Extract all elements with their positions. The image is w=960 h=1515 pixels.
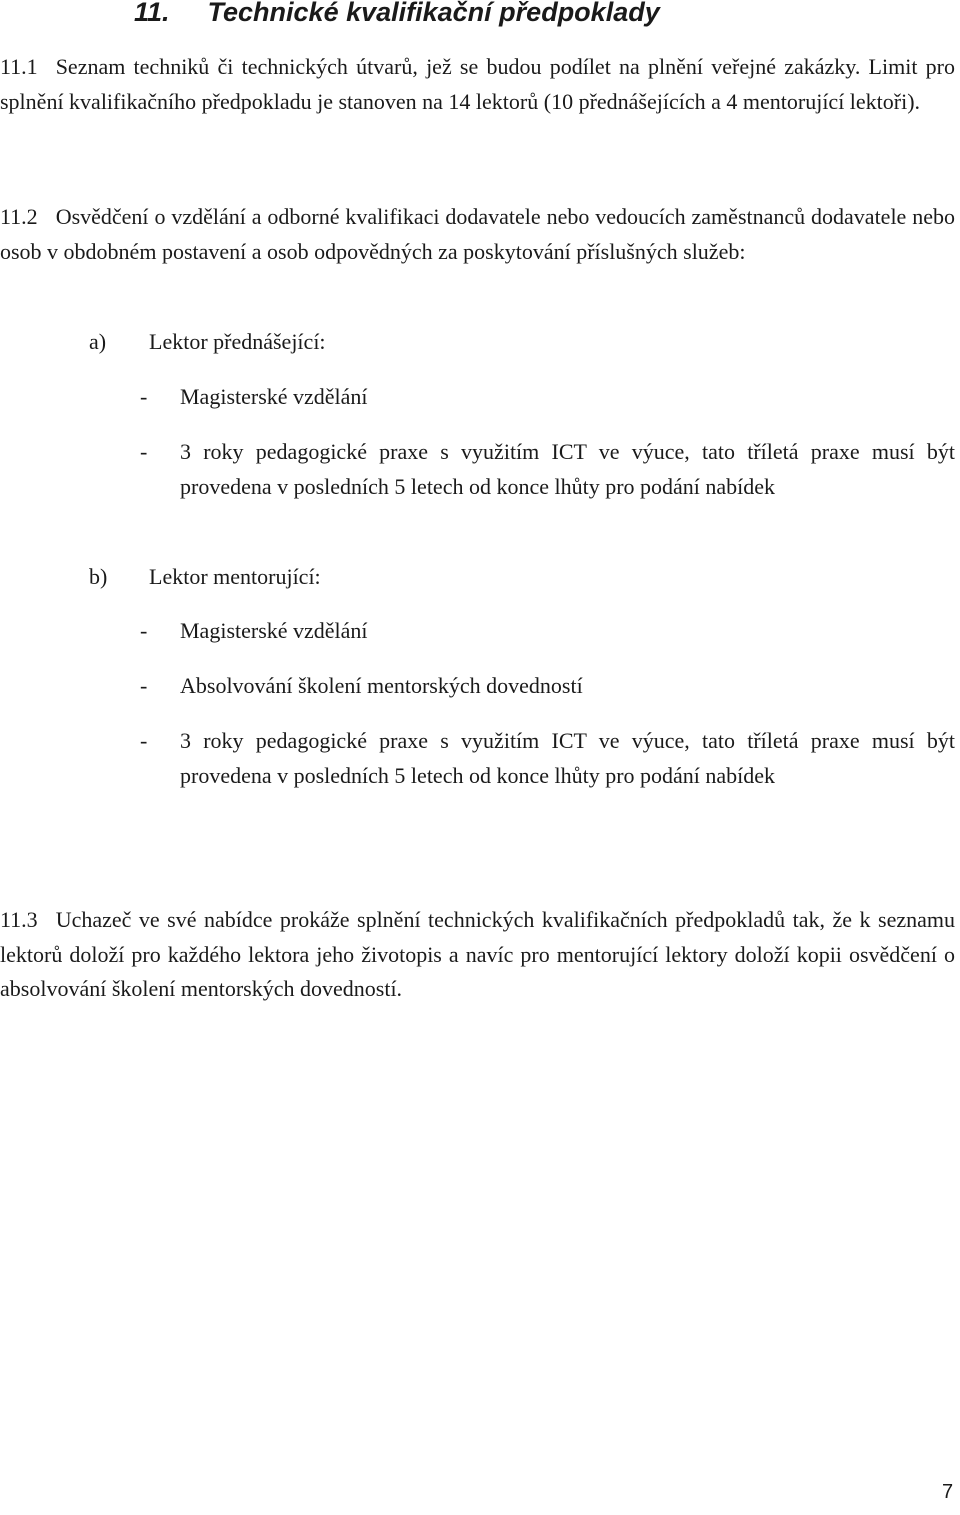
list-bullet: - <box>140 673 148 698</box>
paragraph-text: Osvědčení o vzdělání a odborné kvalifikaci dodavatele nebo vedoucích zaměstnanců dodavatele nebo osob v obdobném postavení a osob odpovědných za poskytování příslušných služeb: <box>0 204 955 264</box>
paragraph-number: 11.3 <box>0 907 38 932</box>
paragraph-number: 11.1 <box>0 54 38 79</box>
heading-title: Technické kvalifikační předpoklady <box>207 0 660 27</box>
paragraph-text: Seznam techniků či technických útvarů, jež se budou podílet na plnění veřejné zakázky. Limit pro splnění kvalifikačního předpokladu je stanoven na 14 lektorů (10 přednášejících a 4 mentorující lektoři). <box>0 54 955 114</box>
list-item-text: 3 roky pedagogické praxe s využitím ICT ve výuce, tato tříletá praxe musí být provedena v posledních 5 letech od konce lhůty pro podání nabídek <box>180 439 955 499</box>
paragraph-text: Uchazeč ve své nabídce prokáže splnění technických kvalifikačních předpokladů tak, že k seznamu lektorů doloží pro každého lektora jeho životopis a navíc pro mentorující lektory doloží kopii osvědčení o absolvování školení mentorských dovedností. <box>0 907 955 1001</box>
list-item-text: Magisterské vzdělání <box>180 618 368 643</box>
list-heading-b <box>89 560 321 595</box>
paragraph-11-3 <box>0 903 955 1007</box>
list-item <box>140 724 955 793</box>
list-bullet: - <box>140 439 148 464</box>
list-heading-a <box>89 325 326 360</box>
paragraph-11-2 <box>0 200 955 269</box>
list-item <box>140 380 955 415</box>
list-bullet: - <box>140 618 148 643</box>
list-label: Lektor přednášející: <box>149 329 326 354</box>
list-letter: a) <box>89 329 107 354</box>
list-label: Lektor mentorující: <box>149 564 321 589</box>
list-bullet: - <box>140 384 148 409</box>
paragraph-number: 11.2 <box>0 204 38 229</box>
list-letter: b) <box>89 564 108 589</box>
list-item <box>140 669 955 704</box>
paragraph-11-1 <box>0 50 955 119</box>
list-item <box>140 614 955 649</box>
list-item-text: Absolvování školení mentorských dovedností <box>180 673 583 698</box>
heading-number: 11. <box>134 0 170 27</box>
section-heading <box>134 0 660 30</box>
list-item-text: 3 roky pedagogické praxe s využitím ICT ve výuce, tato tříletá praxe musí být provedena v posledních 5 letech od konce lhůty pro podání nabídek <box>180 728 955 788</box>
page-number: 7 <box>942 1481 954 1503</box>
list-item <box>140 435 955 504</box>
list-item-text: Magisterské vzdělání <box>180 384 368 409</box>
list-bullet: - <box>140 728 148 753</box>
